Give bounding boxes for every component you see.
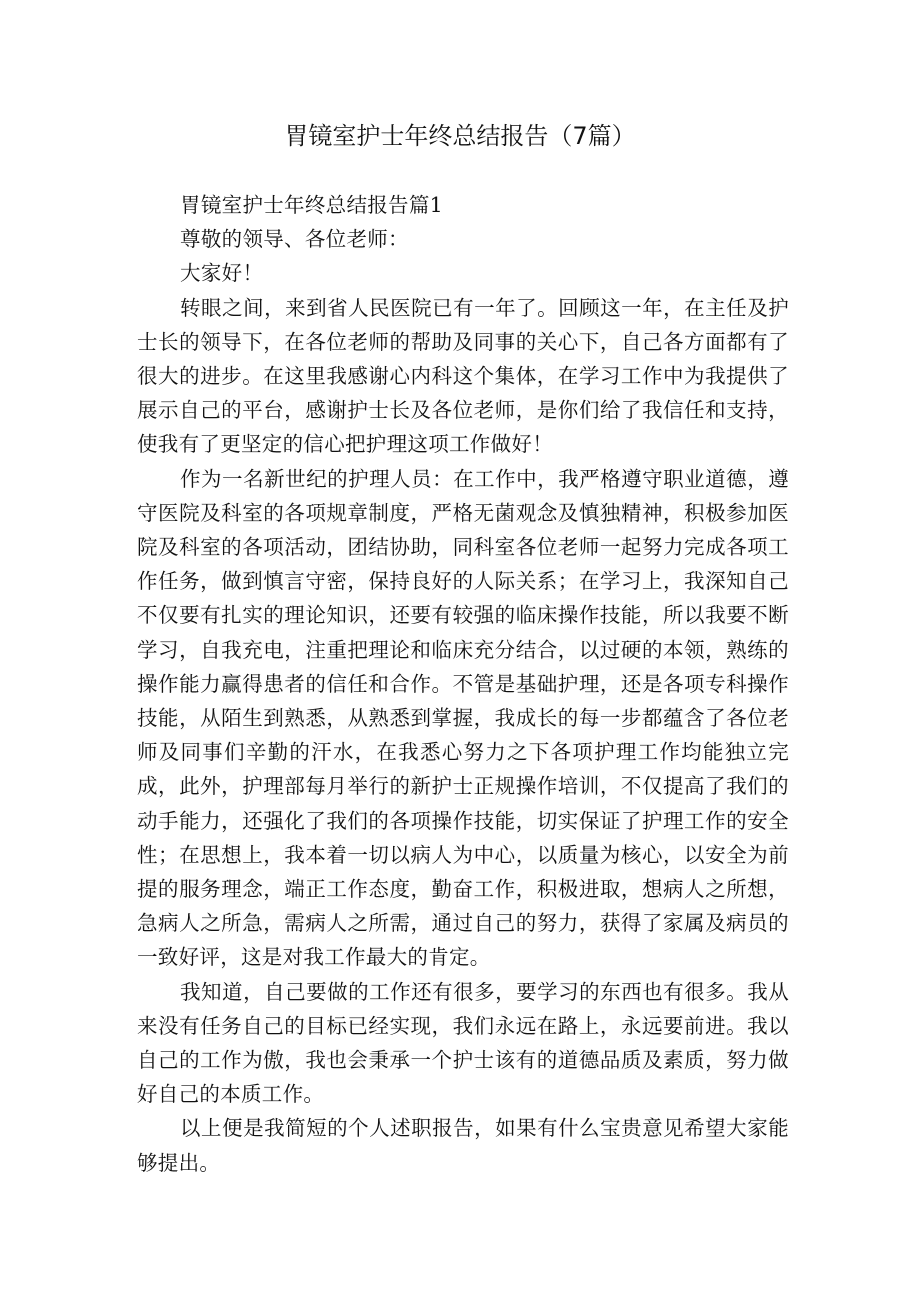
greeting: 大家好！ [180, 261, 264, 286]
document-body [137, 188, 789, 1180]
salutation: 尊敬的领导、各位老师： [180, 227, 409, 252]
section-heading: 胃镜室护士年终总结报告篇1 [180, 193, 443, 217]
body-paragraph: 作为一名新世纪的护理人员：在工作中，我严格遵守职业道德，遵守医院及科室的各项规章制度，严格无菌观念及慎独精神，积极参加医院及科室的各项活动，团结协助，同科室各位老师一起努力完成各项工作任务，做到慎言守密，保持良好的人际关系；在学习上，我深知自己不仅要有扎实的理论知识，还要有较强的临床操作技能，所以我要不断学习，自我充电，注重把理论和临床充分结合，以过硬的本领，熟练的操作能力赢得患者的信任和合作。不管是基础护理，还是各项专科操作技能，从陌生到熟悉，从熟悉到掌握，我成长的每一步都蕴含了各位老师及同事们辛勤的汗水，在我悉心努力之下各项护理工作均能独立完成，此外，护理部每月举行的新护士正规操作培训，不仅提高了我们的动手能力，还强化了我们的各项操作技能，切实保证了护理工作的安全性；在思想上，我本着一切以病人为中心，以质量为核心，以安全为前提的服务理念，端正工作态度，勤奋工作，积极进取，想病人之所想，急病人之所急，需病人之所需，通过自己的努力，获得了家属及病员的一致好评，这是对我工作最大的肯定。 [137, 466, 789, 970]
body-paragraph: 以上便是我简短的个人述职报告，如果有什么宝贵意见希望大家能够提出。 [137, 1116, 789, 1175]
document-title: 胃镜室护士年终总结报告（7篇） [284, 122, 636, 150]
body-paragraph: 转眼之间，来到省人民医院已有一年了。回顾这一年，在主任及护士长的领导下，在各位老师的帮助及同事的关心下，自己各方面都有了很大的进步。在这里我感谢心内科这个集体，在学习工作中为我提供了展示自己的平台，感谢护士长及各位老师，是你们给了我信任和支持，使我有了更坚定的信心把护理这项工作做好！ [137, 295, 789, 457]
body-paragraph: 我知道，自己要做的工作还有很多，要学习的东西也有很多。我从来没有任务自己的目标已经实现，我们永远在路上，永远要前进。我以自己的工作为傲，我也会秉承一个护士该有的道德品质及素质，努力做好自己的本质工作。 [137, 979, 789, 1107]
